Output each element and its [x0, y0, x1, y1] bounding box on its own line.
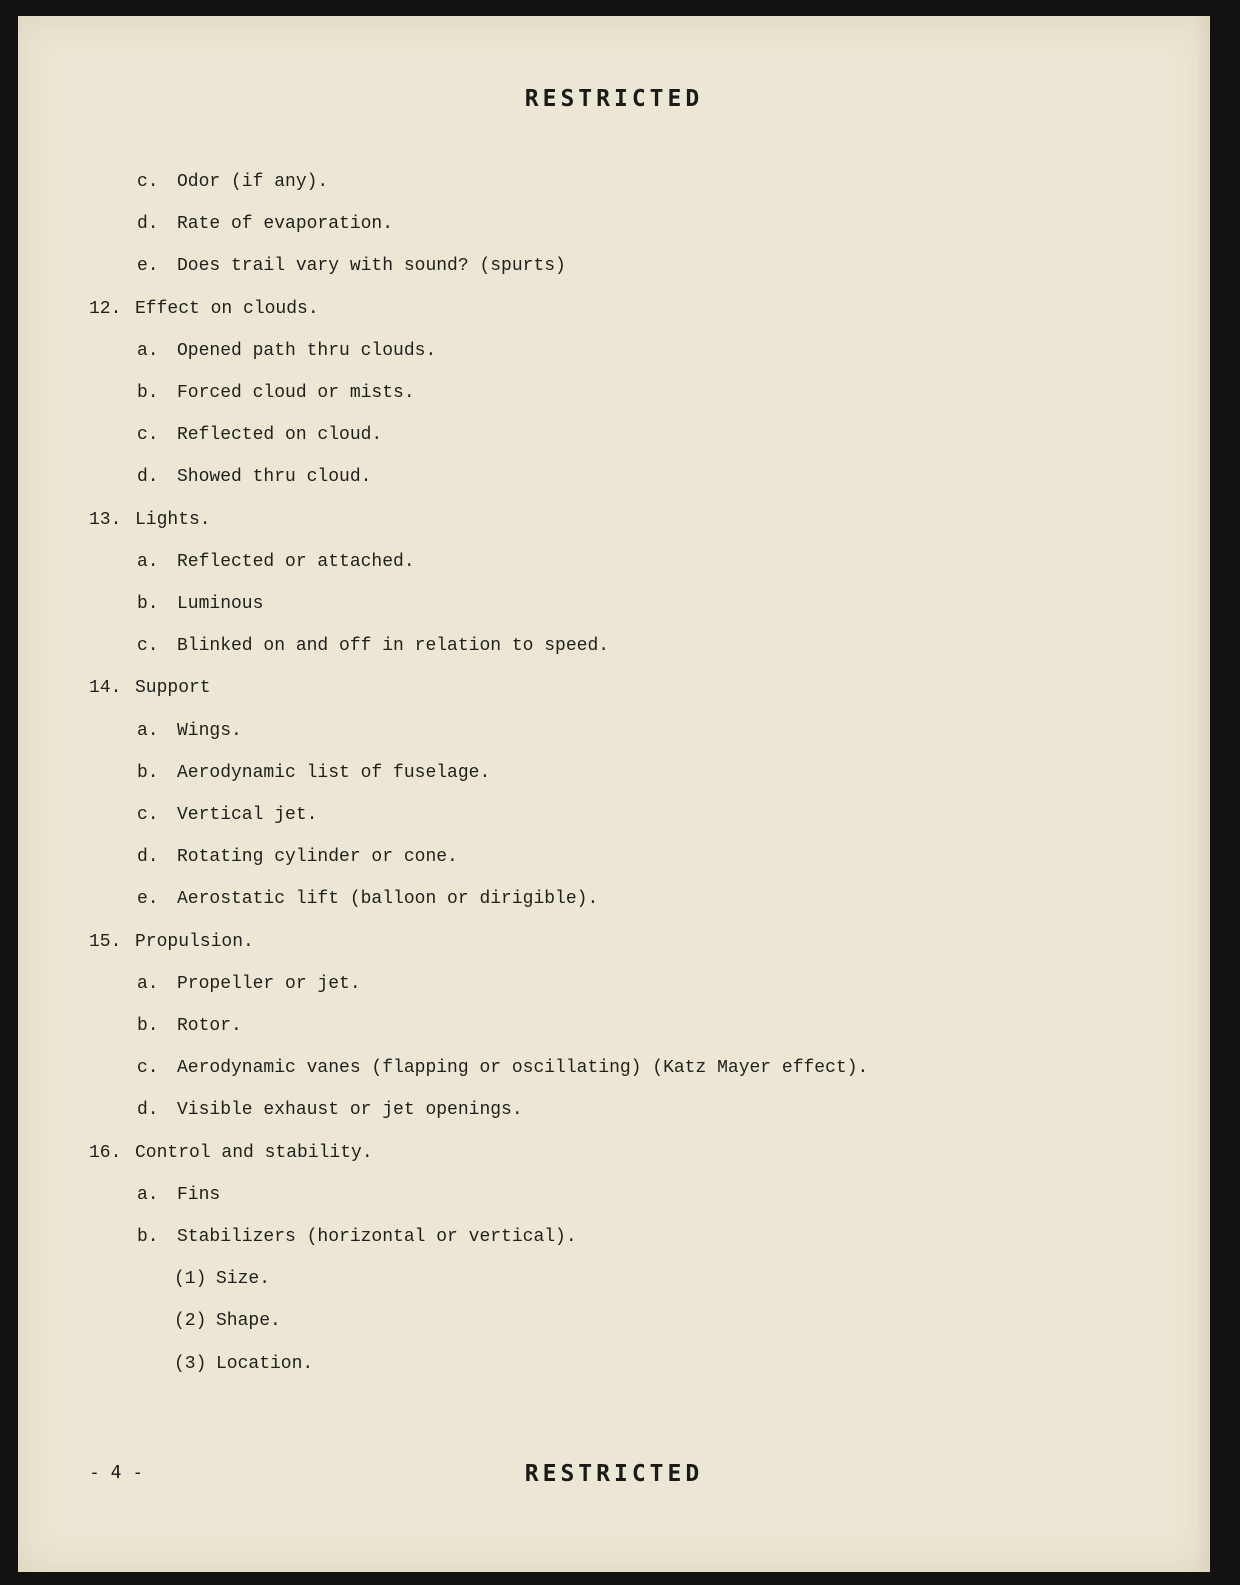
outline-subsubitem — [174, 1309, 281, 1333]
item-marker: d. — [137, 847, 159, 867]
item-marker: c. — [137, 425, 159, 445]
item-text: Support — [135, 678, 211, 698]
item-marker: e. — [137, 256, 159, 276]
item-text: Control and stability. — [135, 1143, 373, 1163]
item-text: Fins — [177, 1185, 221, 1205]
outline-subitem — [137, 1098, 523, 1122]
outline-subitem — [137, 972, 361, 996]
item-marker: d. — [137, 214, 159, 234]
item-marker: 15. — [89, 932, 122, 952]
item-marker: (3) — [174, 1354, 207, 1374]
item-marker: b. — [137, 1227, 159, 1247]
outline-subitem — [137, 634, 609, 658]
item-text: Effect on clouds. — [135, 299, 319, 319]
item-text: Reflected on cloud. — [177, 425, 383, 445]
item-marker: a. — [137, 1185, 159, 1205]
outline-subsubitem — [174, 1267, 270, 1291]
item-marker: d. — [137, 467, 159, 487]
item-text: Vertical jet. — [177, 805, 318, 825]
item-marker: 16. — [89, 1143, 122, 1163]
item-text: Visible exhaust or jet openings. — [177, 1100, 523, 1120]
item-text: Luminous — [177, 594, 264, 614]
item-marker: b. — [137, 383, 159, 403]
outline-subitem — [137, 381, 415, 405]
item-marker: 13. — [89, 510, 122, 530]
item-text: Opened path thru clouds. — [177, 341, 437, 361]
outline-subitem — [137, 423, 382, 447]
outline-subitem — [137, 592, 263, 616]
item-marker: a. — [137, 974, 159, 994]
item-text: Does trail vary with sound? (spurts) — [177, 256, 566, 276]
item-text: Reflected or attached. — [177, 552, 415, 572]
outline-subitem — [137, 845, 458, 869]
item-text: Aerodynamic vanes (flapping or oscillating) (Katz Mayer effect). — [177, 1058, 869, 1078]
item-text: Rotor. — [177, 1016, 242, 1036]
item-text: Aerodynamic list of fuselage. — [177, 763, 491, 783]
outline-item — [89, 297, 319, 321]
item-text: Size. — [216, 1269, 271, 1289]
outline-subitem — [137, 887, 598, 911]
outline-item — [89, 508, 211, 532]
outline-subitem — [137, 1225, 577, 1249]
item-marker: (2) — [174, 1311, 207, 1331]
item-text: Location. — [216, 1354, 314, 1374]
outline-item — [89, 1141, 373, 1165]
item-text: Lights. — [135, 510, 211, 530]
item-text: Stabilizers (horizontal or vertical). — [177, 1227, 577, 1247]
item-marker: a. — [137, 552, 159, 572]
item-marker: c. — [137, 805, 159, 825]
outline-subsubitem — [174, 1352, 313, 1376]
item-text: Odor (if any). — [177, 172, 329, 192]
item-marker: a. — [137, 721, 159, 741]
item-text: Showed thru cloud. — [177, 467, 372, 487]
outline-subitem — [137, 1014, 242, 1038]
item-text: Rotating cylinder or cone. — [177, 847, 458, 867]
item-marker: a. — [137, 341, 159, 361]
document-page — [18, 16, 1210, 1572]
outline-subitem — [137, 803, 317, 827]
item-text: Propulsion. — [135, 932, 254, 952]
outline-subitem — [137, 1183, 220, 1207]
item-marker: c. — [137, 1058, 159, 1078]
item-text: Forced cloud or mists. — [177, 383, 415, 403]
item-marker: b. — [137, 594, 159, 614]
outline-subitem — [137, 339, 436, 363]
item-marker: e. — [137, 889, 159, 909]
outline-subitem — [137, 1056, 868, 1080]
page-number: - 4 - — [89, 1462, 144, 1483]
item-text: Shape. — [216, 1311, 281, 1331]
outline-subitem — [137, 550, 415, 574]
item-marker: d. — [137, 1100, 159, 1120]
outline-subitem — [137, 212, 393, 236]
classification-footer: RESTRICTED — [524, 1461, 704, 1487]
outline-item — [89, 676, 211, 700]
item-marker: b. — [137, 1016, 159, 1036]
outline-subitem — [137, 465, 371, 489]
outline-item — [89, 930, 254, 954]
item-text: Propeller or jet. — [177, 974, 361, 994]
item-text: Blinked on and off in relation to speed. — [177, 636, 610, 656]
item-text: Rate of evaporation. — [177, 214, 394, 234]
outline-subitem — [137, 254, 566, 278]
item-marker: (1) — [174, 1269, 207, 1289]
outline-subitem — [137, 761, 490, 785]
classification-header: RESTRICTED — [524, 86, 704, 112]
item-text: Wings. — [177, 721, 242, 741]
item-marker: 12. — [89, 299, 122, 319]
outline-subitem — [137, 170, 328, 194]
outline-subitem — [137, 719, 242, 743]
item-marker: c. — [137, 172, 159, 192]
item-text: Aerostatic lift (balloon or dirigible). — [177, 889, 599, 909]
item-marker: b. — [137, 763, 159, 783]
item-marker: 14. — [89, 678, 122, 698]
item-marker: c. — [137, 636, 159, 656]
